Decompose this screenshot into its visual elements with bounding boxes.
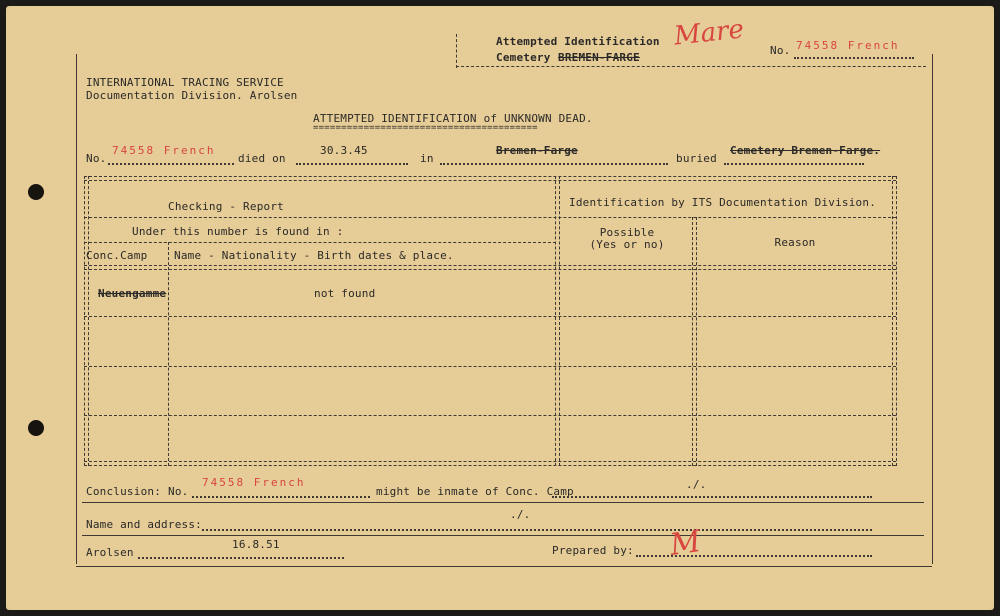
table-row-divider-3 bbox=[84, 415, 896, 416]
buried-value: Cemetery Bremen-Farge. bbox=[730, 144, 881, 157]
table-possible-divider bbox=[692, 217, 693, 466]
under-number-heading: Under this number is found in : bbox=[132, 225, 344, 238]
possible-heading: Possible bbox=[599, 226, 655, 239]
conc-camp-column-heading: Conc.Camp bbox=[86, 249, 148, 262]
conclusion-no-value: 74558 French bbox=[202, 476, 306, 489]
row-1-name: not found bbox=[314, 287, 376, 300]
ITS-document-card bbox=[6, 6, 994, 610]
died-label: died on bbox=[238, 152, 286, 165]
title-underline: ======================================== bbox=[313, 123, 538, 133]
conclusion-no-label: No. bbox=[168, 485, 189, 498]
name-column-heading: Name - Nationality - Birth dates & place. bbox=[174, 249, 454, 262]
table-bottom-border bbox=[84, 461, 896, 462]
header-box-left-edge bbox=[456, 34, 457, 68]
org-division: Documentation Division. Arolsen bbox=[86, 89, 298, 102]
header-no-value: 74558 French bbox=[796, 39, 900, 52]
punch-hole-bottom bbox=[28, 420, 44, 436]
conclusion-no-dots bbox=[192, 496, 370, 498]
record-no-value: 74558 French bbox=[112, 144, 216, 157]
table-colhead-divider-2 bbox=[84, 269, 896, 270]
table-camp-col-divider bbox=[168, 242, 169, 466]
right-margin-line bbox=[932, 54, 933, 564]
record-no-label: No. bbox=[86, 152, 107, 165]
row-1-camp: Neuengamme bbox=[98, 287, 167, 300]
table-colhead-divider bbox=[84, 265, 896, 266]
name-address-label: Name and address: bbox=[86, 518, 202, 531]
table-header-divider bbox=[84, 217, 896, 218]
place-dots bbox=[440, 163, 668, 165]
died-value: 30.3.45 bbox=[320, 144, 368, 157]
conclusion-camp-dots bbox=[552, 496, 872, 498]
died-dots bbox=[296, 163, 408, 165]
table-left-border-2 bbox=[88, 176, 89, 466]
identification-heading: Identification by ITS Documentation Division. bbox=[569, 196, 877, 209]
document-title: ATTEMPTED IDENTIFICATION of UNKNOWN DEAD. bbox=[313, 112, 593, 125]
table-left-border bbox=[84, 176, 85, 466]
name-address-value: ./. bbox=[510, 508, 531, 521]
org-name: INTERNATIONAL TRACING SERVICE bbox=[86, 76, 284, 89]
conclusion-rule bbox=[82, 502, 924, 503]
header-no-dots bbox=[794, 57, 914, 59]
header-line-1: Attempted Identification bbox=[496, 35, 660, 48]
table-subheader-divider bbox=[84, 242, 556, 243]
table-bottom-border-2 bbox=[84, 465, 896, 466]
left-margin-line bbox=[76, 54, 77, 564]
signature-mark: M bbox=[667, 524, 704, 563]
footer-place: Arolsen bbox=[86, 546, 134, 559]
table-top-border-2 bbox=[84, 180, 896, 181]
conclusion-camp-value: ./. bbox=[686, 478, 707, 491]
place-value: Bremen-Farge bbox=[496, 144, 578, 157]
buried-label: buried bbox=[676, 152, 717, 165]
table-top-border bbox=[84, 176, 896, 177]
table-right-border bbox=[892, 176, 893, 466]
name-address-dots bbox=[202, 529, 872, 531]
prepared-by-label: Prepared by: bbox=[552, 544, 634, 557]
in-label: in bbox=[420, 152, 434, 165]
punch-hole-top bbox=[28, 184, 44, 200]
table-row-divider-1 bbox=[84, 316, 896, 317]
might-be-inmate-label: might be inmate of Conc. Camp bbox=[376, 485, 574, 498]
header-box-bottom-edge bbox=[456, 66, 926, 67]
footer-rule bbox=[76, 566, 932, 567]
yes-or-no-heading: (Yes or no) bbox=[589, 238, 665, 251]
table-right-border-2 bbox=[896, 176, 897, 466]
header-no-label: No. bbox=[770, 44, 791, 57]
header-line-2-value: BREMEN-FARGE bbox=[558, 51, 640, 64]
table-row-divider-2 bbox=[84, 366, 896, 367]
buried-dots bbox=[724, 163, 864, 165]
reason-heading: Reason bbox=[774, 236, 816, 249]
table-mid-divider bbox=[555, 176, 556, 466]
table-mid-divider-2 bbox=[559, 176, 560, 466]
checking-report-heading: Checking - Report bbox=[168, 200, 284, 213]
conclusion-label: Conclusion: bbox=[86, 485, 162, 498]
footer-date-dots bbox=[138, 557, 344, 559]
table-possible-divider-2 bbox=[696, 217, 697, 466]
handwritten-mark: Mare bbox=[672, 14, 746, 52]
record-no-dots bbox=[108, 163, 234, 165]
header-line-2-label: Cemetery bbox=[496, 51, 551, 64]
name-address-rule bbox=[82, 535, 924, 536]
footer-date: 16.8.51 bbox=[232, 538, 280, 551]
